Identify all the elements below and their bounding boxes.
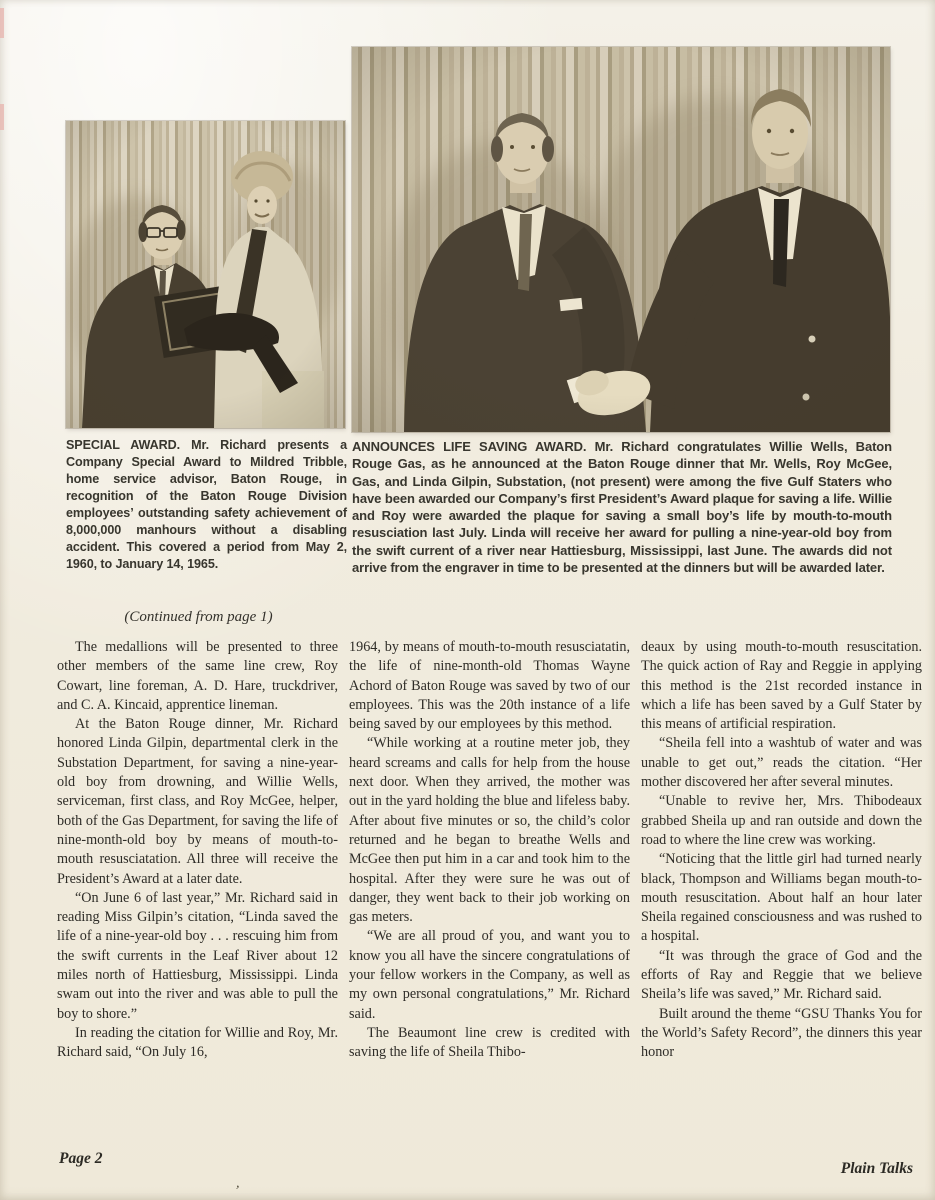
handshake-photo-illustration	[352, 47, 890, 432]
paragraph: deaux by using mouth-to-mouth resuscitation. The quick action of Ray and Reggie in applying this method is the 21st recorded instance in which a life has been saved by a Gulf Stater by this means of artificial respiration.	[641, 639, 922, 733]
paragraph: “On June 6 of last year,” Mr. Richard said in reading Miss Gilpin’s citation, “Linda saved the life of a nine-year-old boy . . . rescuing him from the swift currents in the Leaf River about 12 miles north of Hattiesburg, Mississippi. Linda swam out into the river and was able to pull the boy to shore.”	[57, 889, 338, 1022]
article-column-3	[641, 638, 922, 1063]
paragraph: The Beaumont line crew is credited with saving the life of Sheila Thibo-	[349, 1024, 630, 1061]
scan-edge-mark	[0, 8, 4, 38]
photo-life-saving-award	[352, 47, 890, 432]
page-number: Page 2	[59, 1150, 103, 1167]
continued-from-note: (Continued from page 1)	[124, 609, 273, 625]
paragraph: “Unable to revive her, Mrs. Thibodeaux grabbed Sheila up and ran outside and down the road to where the line crew was working.	[641, 793, 922, 848]
paragraph: “It was through the grace of God and the efforts of Ray and Reggie that we believe Sheila’s life was saved,” Mr. Richard said.	[641, 947, 922, 1003]
paragraph: “Noticing that the little girl had turned nearly black, Thompson and Williams began mouth-to-mouth resuscitation. About half an hour later Sheila regained consciousness and was rushed to a hospital.	[641, 851, 922, 945]
paragraph: At the Baton Rouge dinner, Mr. Richard honored Linda Gilpin, departmental clerk in the Substation Department, for saving a nine-year-old boy from drowning, and Willie Wells, serviceman, first class, and Roy McGee, helper, both of the Gas Department, for saving the life of nine-month-old boy by means of mouth-to-mouth resusciatation. All three will receive the President’s Award at a later date.	[57, 716, 338, 887]
paragraph: Built around the theme “GSU Thanks You for the World’s Safety Record”, the dinners this year honor	[641, 1005, 922, 1061]
article-column-1	[57, 638, 338, 1063]
scan-edge-mark	[0, 104, 4, 130]
paragraph: “While working at a routine meter job, they heard screams and calls for help from the house next door. When they arrived, the mother was out in the yard holding the blue and lifeless baby. After about five minutes or so, the child’s color returned and he began to breathe Wells and McGee then put him in a car and took him to the hospital. After they were sure he was out of danger, they went back to their job working on gas meters.	[349, 735, 630, 926]
caption-special-award: SPECIAL AWARD. Mr. Richard presents a Company Special Award to Mildred Tribble, home service advisor, Baton Rouge, in recognition of the Baton Rouge Division employees’ outstanding safety achievement of 8,000,000 manhours without a disabling accident. This covered a period from May 2, 1960, to January 14, 1965.	[66, 438, 347, 571]
paragraph: In reading the citation for Willie and Roy, Mr. Richard said, “On July 16,	[57, 1024, 338, 1061]
special-award-photo-illustration	[66, 121, 345, 428]
photo-special-award	[66, 121, 345, 428]
scan-artifact: ‚	[234, 1175, 243, 1192]
paragraph: “Sheila fell into a washtub of water and was unable to get out,” reads the citation. “Her mother discovered her after several minutes.	[641, 735, 922, 791]
article-column-2	[349, 638, 630, 1063]
caption-life-saving-award: ANNOUNCES LIFE SAVING AWARD. Mr. Richard congratulates Willie Wells, Baton Rouge Gas, as he announced at the Baton Rouge dinner that Mr. Wells, Roy McGee, Gas, and Linda Gilpin, Substation, (not present) were among the five Gulf Staters who have been awarded our Company’s first President’s Award plaque for saving a life. Willie and Roy were awarded the plaque for saving a small boy’s life by mouth-to-mouth resusciation last July. Linda will receive her award for pulling a nine-year-old boy from the swift current of a river near Hattiesburg, Mississippi, last June. The awards did not arrive from the engraver in time to be presented at the dinners but will be awarded later.	[352, 439, 892, 576]
paragraph: The medallions will be presented to three other members of the same line crew, Roy Cowart, line foreman, A. D. Hare, truckdriver, and C. A. Kincaid, apprentice lineman.	[57, 639, 338, 713]
publication-name: Plain Talks	[840, 1160, 913, 1177]
paragraph: 1964, by means of mouth-to-mouth resusciatatin, the life of nine-month-old Thomas Wayne Achord of Baton Rouge was saved by two of our employees. This was the 20th instance of a life being saved by our employees by this method.	[349, 639, 630, 733]
paragraph: “We are all proud of you, and want you to know you all have the sincere congratulations of your fellow workers in the Company, as well as my own personal congratulations,” Mr. Richard said.	[349, 928, 630, 1022]
